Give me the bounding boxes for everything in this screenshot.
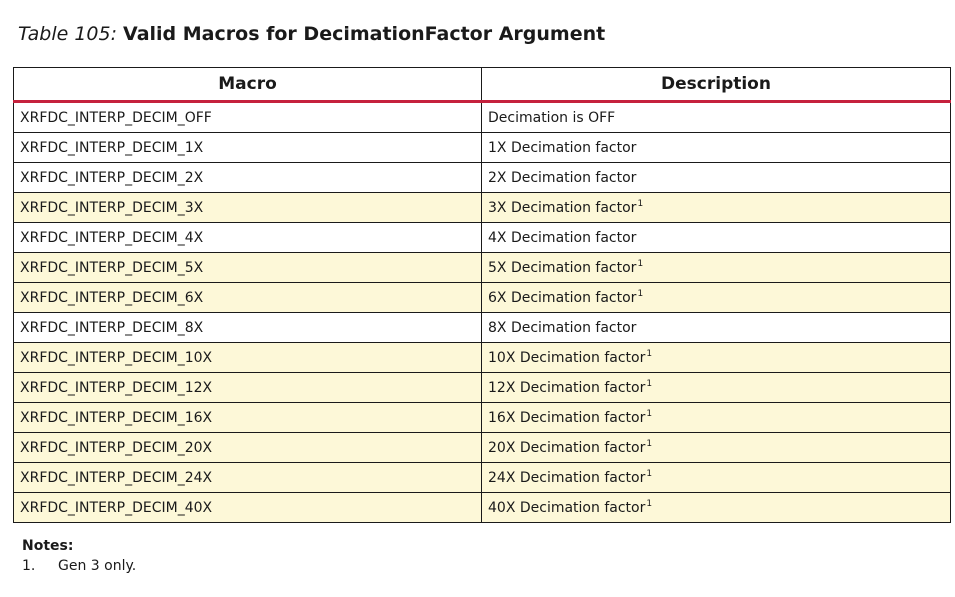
macro-cell: XRFDC_INTERP_DECIM_12X <box>14 373 482 403</box>
footnote-marker: 1 <box>646 408 653 419</box>
table-row <box>14 283 951 313</box>
table-row <box>14 193 951 223</box>
column-header-description: Description <box>482 68 951 102</box>
footnote-marker: 1 <box>637 288 644 299</box>
description-text: 3X Decimation factor <box>488 199 637 216</box>
note-text: Gen 3 only. <box>58 558 137 574</box>
footnote-marker: 1 <box>637 258 644 269</box>
macro-cell: XRFDC_INTERP_DECIM_40X <box>14 493 482 523</box>
macro-cell: XRFDC_INTERP_DECIM_2X <box>14 163 482 193</box>
macro-cell: XRFDC_INTERP_DECIM_1X <box>14 133 482 163</box>
notes-section <box>22 536 136 576</box>
footnote-marker: 1 <box>646 378 653 389</box>
table-row <box>14 373 951 403</box>
table-header-row <box>14 68 951 102</box>
macro-cell: XRFDC_INTERP_DECIM_3X <box>14 193 482 223</box>
description-cell <box>482 102 951 133</box>
table-row <box>14 343 951 373</box>
macro-cell: XRFDC_INTERP_DECIM_5X <box>14 253 482 283</box>
macro-cell: XRFDC_INTERP_DECIM_16X <box>14 403 482 433</box>
description-text: Decimation is OFF <box>488 109 616 126</box>
column-header-macro: Macro <box>14 68 482 102</box>
description-text: 16X Decimation factor <box>488 409 646 426</box>
description-cell <box>482 463 951 493</box>
description-text: 20X Decimation factor <box>488 439 646 456</box>
description-cell <box>482 403 951 433</box>
note-number: 1. <box>22 558 36 574</box>
table-caption <box>18 21 605 47</box>
description-cell <box>482 433 951 463</box>
description-cell <box>482 133 951 163</box>
description-text: 6X Decimation factor <box>488 289 637 306</box>
description-cell <box>482 193 951 223</box>
table-body <box>14 102 951 523</box>
table-row <box>14 493 951 523</box>
footnote-marker: 1 <box>637 198 644 209</box>
note-item <box>22 556 136 576</box>
description-cell <box>482 313 951 343</box>
description-text: 4X Decimation factor <box>488 229 637 246</box>
table-row <box>14 133 951 163</box>
macro-cell: XRFDC_INTERP_DECIM_OFF <box>14 102 482 133</box>
table-number: Table 105: <box>18 23 117 45</box>
footnote-marker: 1 <box>646 468 653 479</box>
description-cell <box>482 223 951 253</box>
description-text: 5X Decimation factor <box>488 259 637 276</box>
description-text: 10X Decimation factor <box>488 349 646 366</box>
macro-cell: XRFDC_INTERP_DECIM_24X <box>14 463 482 493</box>
macro-cell: XRFDC_INTERP_DECIM_10X <box>14 343 482 373</box>
macro-cell: XRFDC_INTERP_DECIM_6X <box>14 283 482 313</box>
description-text: 12X Decimation factor <box>488 379 646 396</box>
description-cell <box>482 373 951 403</box>
macro-cell: XRFDC_INTERP_DECIM_4X <box>14 223 482 253</box>
macro-cell: XRFDC_INTERP_DECIM_8X <box>14 313 482 343</box>
notes-heading: Notes: <box>22 538 74 554</box>
description-cell <box>482 343 951 373</box>
description-cell <box>482 493 951 523</box>
macro-cell: XRFDC_INTERP_DECIM_20X <box>14 433 482 463</box>
description-cell <box>482 283 951 313</box>
table-row <box>14 253 951 283</box>
description-cell <box>482 163 951 193</box>
table-row <box>14 102 951 133</box>
table-title: Valid Macros for DecimationFactor Argument <box>123 23 606 45</box>
table-row <box>14 163 951 193</box>
description-text: 1X Decimation factor <box>488 139 637 156</box>
table-row <box>14 223 951 253</box>
table-row <box>14 463 951 493</box>
footnote-marker: 1 <box>646 438 653 449</box>
description-text: 8X Decimation factor <box>488 319 637 336</box>
description-text: 2X Decimation factor <box>488 169 637 186</box>
description-cell <box>482 253 951 283</box>
description-text: 40X Decimation factor <box>488 499 646 516</box>
footnote-marker: 1 <box>646 498 653 509</box>
macros-table <box>13 67 951 523</box>
table-row <box>14 433 951 463</box>
description-text: 24X Decimation factor <box>488 469 646 486</box>
footnote-marker: 1 <box>646 348 653 359</box>
table-row <box>14 403 951 433</box>
table-row <box>14 313 951 343</box>
